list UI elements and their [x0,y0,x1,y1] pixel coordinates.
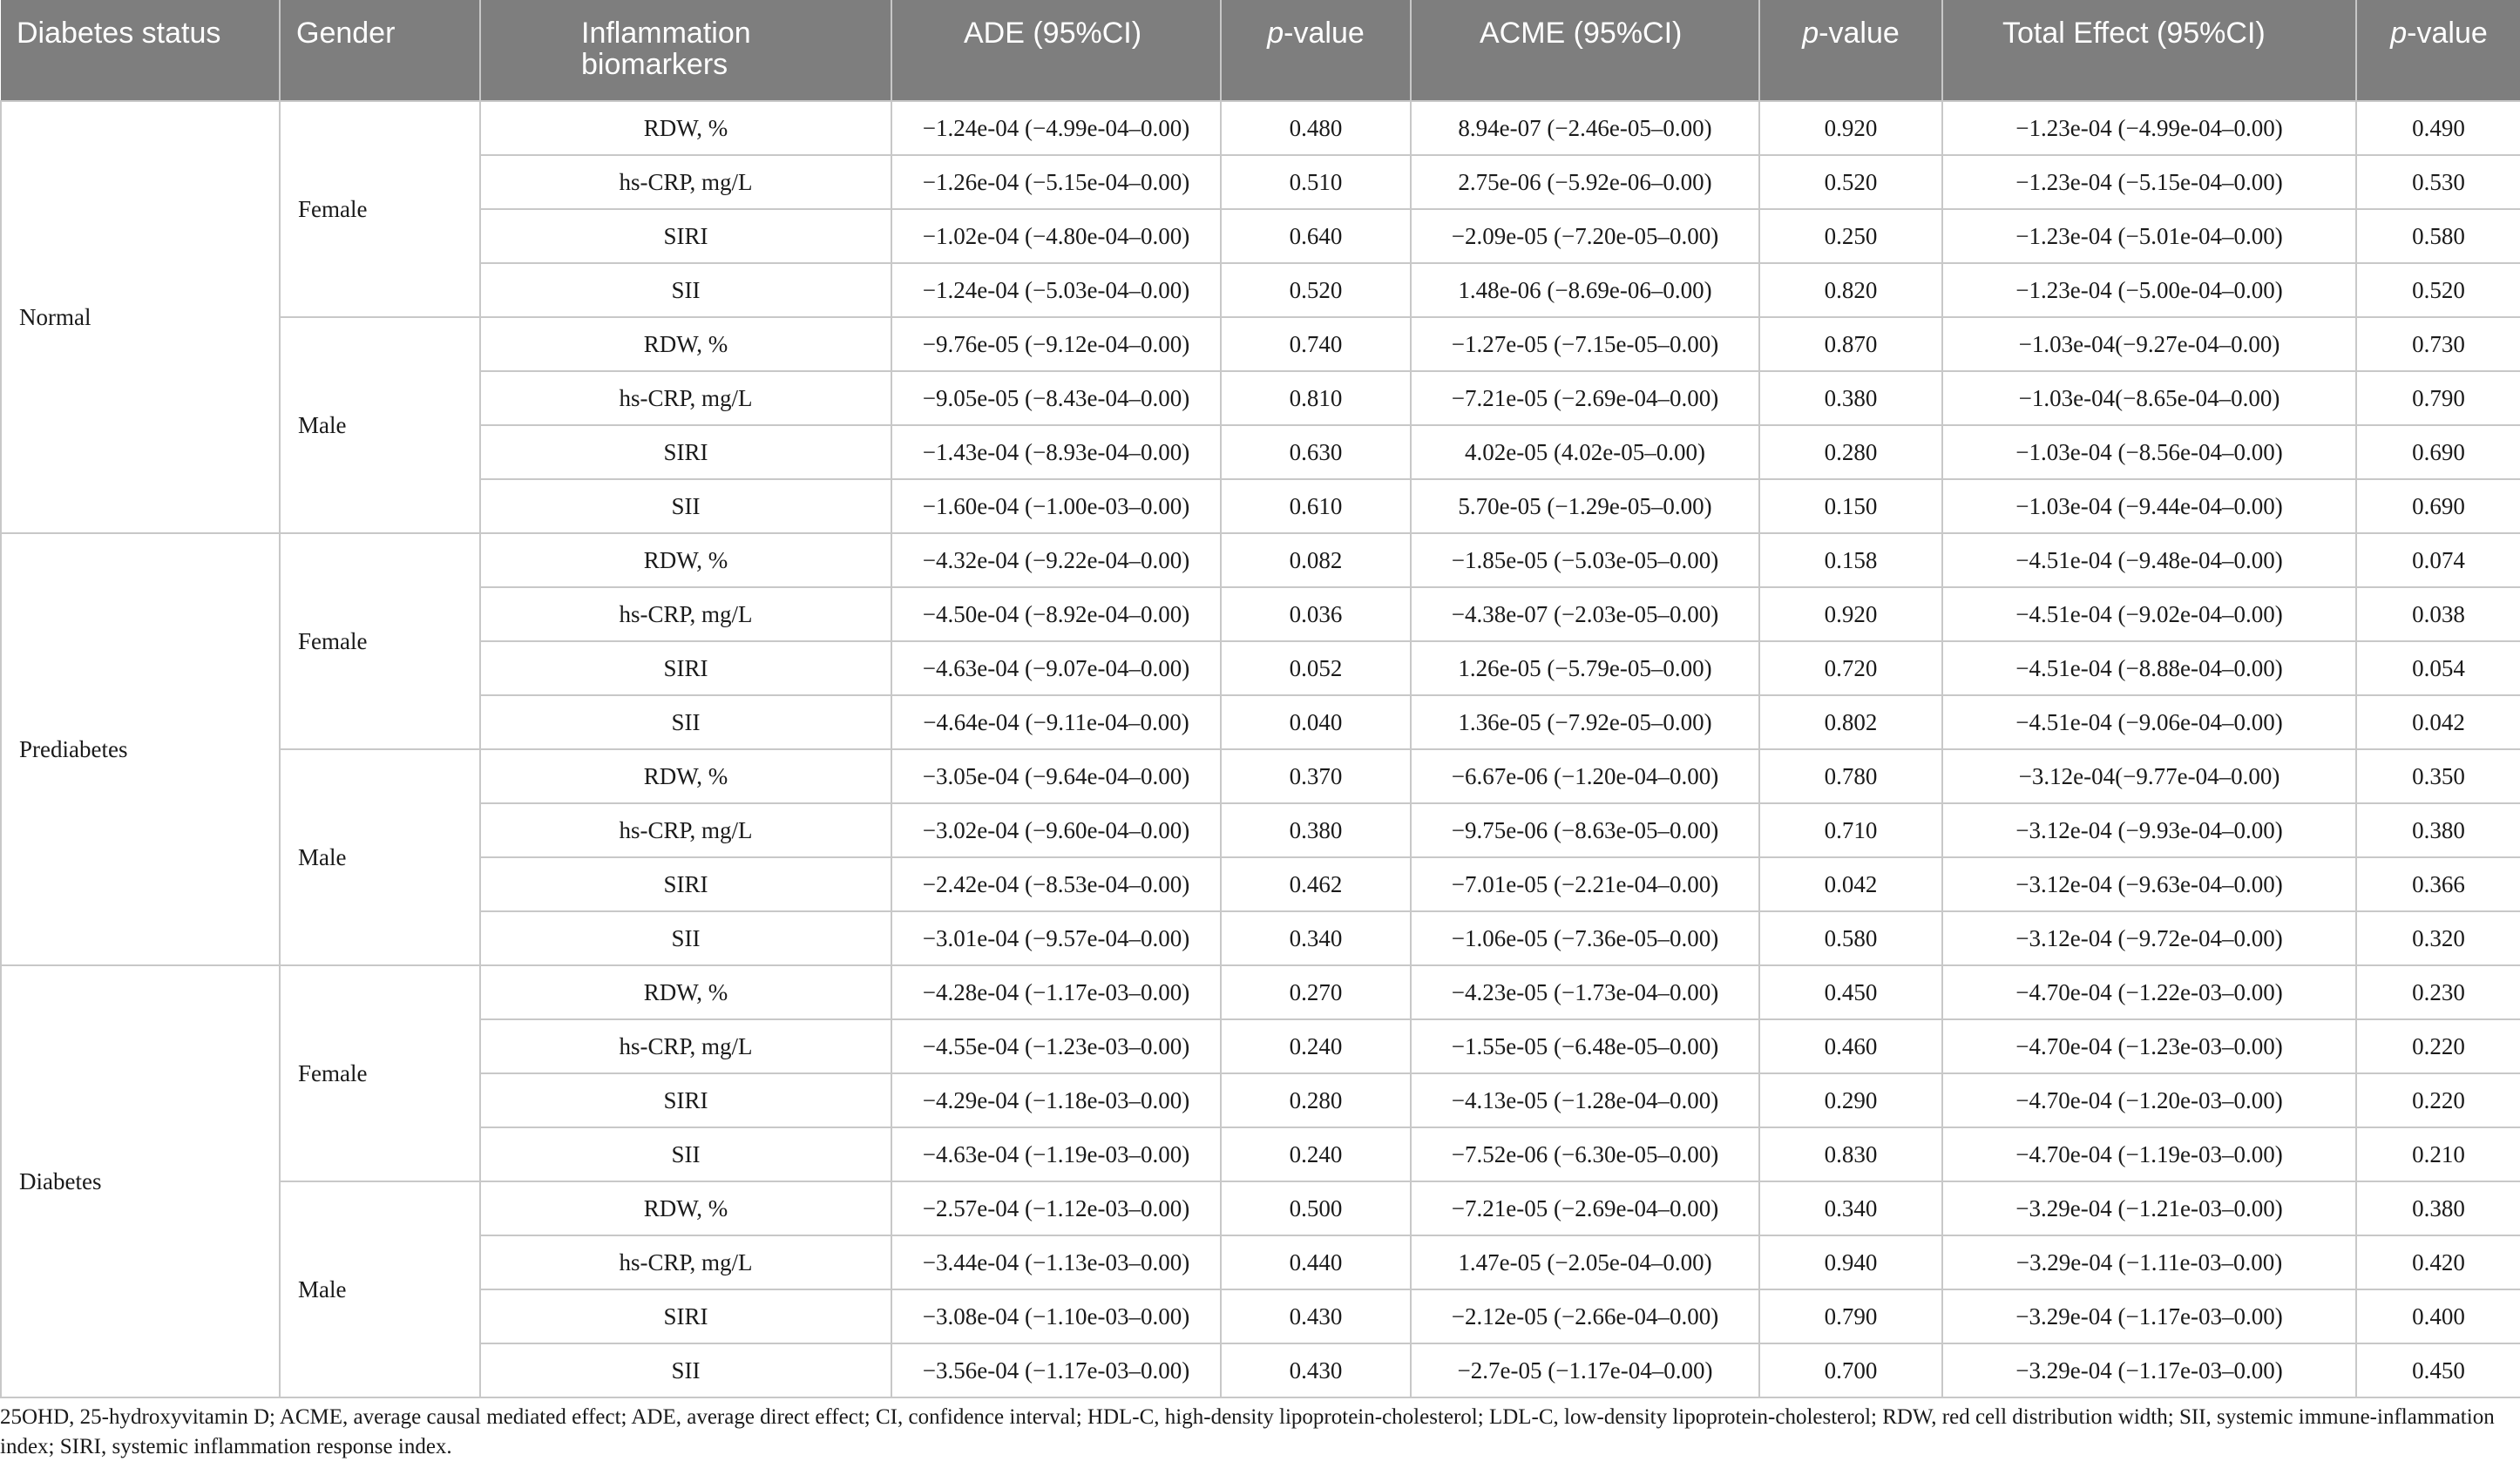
total-p-value-cell: 0.230 [2356,965,2520,1019]
total-effect-cell: −3.12e-04(−9.77e-04–0.00) [1942,749,2356,803]
gender-cell: Male [280,1181,480,1397]
header-biomarkers: Inflammation biomarkers [480,0,891,101]
ade-cell: −1.24e-04 (−4.99e-04–0.00) [891,101,1221,155]
biomarker-cell: SIRI [480,1289,891,1343]
ade-cell: −2.57e-04 (−1.12e-03–0.00) [891,1181,1221,1235]
ade-p-value-cell: 0.440 [1221,1235,1411,1289]
header-p-value-acme: p-value [1759,0,1942,101]
acme-cell: −9.75e-06 (−8.63e-05–0.00) [1411,803,1759,857]
total-p-value-cell: 0.074 [2356,533,2520,587]
total-effect-cell: −3.12e-04 (−9.63e-04–0.00) [1942,857,2356,911]
ade-p-value-cell: 0.510 [1221,155,1411,209]
ade-p-value-cell: 0.520 [1221,263,1411,317]
total-p-value-cell: 0.350 [2356,749,2520,803]
total-p-value-cell: 0.690 [2356,425,2520,479]
total-p-value-cell: 0.730 [2356,317,2520,371]
ade-p-value-cell: 0.340 [1221,911,1411,965]
biomarker-cell: hs-CRP, mg/L [480,155,891,209]
gender-cell: Male [280,749,480,965]
total-effect-cell: −1.23e-04 (−4.99e-04–0.00) [1942,101,2356,155]
ade-p-value-cell: 0.036 [1221,587,1411,641]
total-effect-cell: −1.03e-04(−8.65e-04–0.00) [1942,371,2356,425]
biomarker-cell: RDW, % [480,101,891,155]
ade-cell: −3.44e-04 (−1.13e-03–0.00) [891,1235,1221,1289]
ade-p-value-cell: 0.810 [1221,371,1411,425]
biomarker-cell: SIRI [480,857,891,911]
acme-cell: −1.27e-05 (−7.15e-05–0.00) [1411,317,1759,371]
acme-cell: −1.06e-05 (−7.36e-05–0.00) [1411,911,1759,965]
ade-p-value-cell: 0.280 [1221,1073,1411,1127]
ade-p-value-cell: 0.370 [1221,749,1411,803]
ade-cell: −3.01e-04 (−9.57e-04–0.00) [891,911,1221,965]
acme-p-value-cell: 0.580 [1759,911,1942,965]
total-effect-cell: −4.70e-04 (−1.22e-03–0.00) [1942,965,2356,1019]
header-diabetes-status: Diabetes status [1,0,280,101]
acme-p-value-cell: 0.802 [1759,695,1942,749]
acme-p-value-cell: 0.830 [1759,1127,1942,1181]
ade-p-value-cell: 0.430 [1221,1289,1411,1343]
biomarker-cell: hs-CRP, mg/L [480,1235,891,1289]
acme-p-value-cell: 0.158 [1759,533,1942,587]
total-effect-cell: −3.29e-04 (−1.11e-03–0.00) [1942,1235,2356,1289]
ade-p-value-cell: 0.610 [1221,479,1411,533]
total-p-value-cell: 0.580 [2356,209,2520,263]
acme-p-value-cell: 0.520 [1759,155,1942,209]
acme-cell: −6.67e-06 (−1.20e-04–0.00) [1411,749,1759,803]
ade-cell: −1.60e-04 (−1.00e-03–0.00) [891,479,1221,533]
biomarker-cell: SII [480,911,891,965]
total-p-value-cell: 0.450 [2356,1343,2520,1397]
ade-cell: −3.02e-04 (−9.60e-04–0.00) [891,803,1221,857]
total-effect-cell: −3.29e-04 (−1.17e-03–0.00) [1942,1343,2356,1397]
acme-cell: −1.85e-05 (−5.03e-05–0.00) [1411,533,1759,587]
acme-p-value-cell: 0.450 [1759,965,1942,1019]
acme-p-value-cell: 0.820 [1759,263,1942,317]
biomarker-cell: RDW, % [480,749,891,803]
acme-p-value-cell: 0.940 [1759,1235,1942,1289]
ade-cell: −4.32e-04 (−9.22e-04–0.00) [891,533,1221,587]
total-effect-cell: −4.51e-04 (−9.06e-04–0.00) [1942,695,2356,749]
total-p-value-cell: 0.220 [2356,1019,2520,1073]
ade-cell: −4.55e-04 (−1.23e-03–0.00) [891,1019,1221,1073]
acme-p-value-cell: 0.460 [1759,1019,1942,1073]
acme-cell: −7.21e-05 (−2.69e-04–0.00) [1411,371,1759,425]
biomarker-cell: hs-CRP, mg/L [480,371,891,425]
acme-cell: −7.52e-06 (−6.30e-05–0.00) [1411,1127,1759,1181]
diabetes-status-cell: Prediabetes [1,533,280,965]
acme-cell: 8.94e-07 (−2.46e-05–0.00) [1411,101,1759,155]
total-p-value-cell: 0.320 [2356,911,2520,965]
total-effect-cell: −4.51e-04 (−9.02e-04–0.00) [1942,587,2356,641]
acme-cell: 1.47e-05 (−2.05e-04–0.00) [1411,1235,1759,1289]
acme-cell: 5.70e-05 (−1.29e-05–0.00) [1411,479,1759,533]
biomarker-cell: RDW, % [480,1181,891,1235]
header-ade: ADE (95%CI) [891,0,1221,101]
ade-p-value-cell: 0.040 [1221,695,1411,749]
biomarker-cell: RDW, % [480,965,891,1019]
total-p-value-cell: 0.490 [2356,101,2520,155]
ade-cell: −4.63e-04 (−9.07e-04–0.00) [891,641,1221,695]
ade-p-value-cell: 0.500 [1221,1181,1411,1235]
biomarker-cell: SII [480,263,891,317]
acme-cell: 4.02e-05 (4.02e-05–0.00) [1411,425,1759,479]
ade-cell: −4.28e-04 (−1.17e-03–0.00) [891,965,1221,1019]
acme-p-value-cell: 0.870 [1759,317,1942,371]
acme-cell: −2.09e-05 (−7.20e-05–0.00) [1411,209,1759,263]
acme-p-value-cell: 0.290 [1759,1073,1942,1127]
diabetes-status-cell: Normal [1,101,280,533]
total-effect-cell: −3.29e-04 (−1.17e-03–0.00) [1942,1289,2356,1343]
acme-cell: 1.26e-05 (−5.79e-05–0.00) [1411,641,1759,695]
ade-cell: −4.50e-04 (−8.92e-04–0.00) [891,587,1221,641]
acme-p-value-cell: 0.920 [1759,587,1942,641]
total-p-value-cell: 0.790 [2356,371,2520,425]
biomarker-cell: RDW, % [480,533,891,587]
total-p-value-cell: 0.380 [2356,803,2520,857]
ade-cell: −3.05e-04 (−9.64e-04–0.00) [891,749,1221,803]
ade-p-value-cell: 0.052 [1221,641,1411,695]
total-p-value-cell: 0.520 [2356,263,2520,317]
ade-p-value-cell: 0.480 [1221,101,1411,155]
acme-p-value-cell: 0.280 [1759,425,1942,479]
ade-cell: −3.08e-04 (−1.10e-03–0.00) [891,1289,1221,1343]
table-row [1,965,2520,1019]
total-p-value-cell: 0.054 [2356,641,2520,695]
acme-cell: 1.48e-06 (−8.69e-06–0.00) [1411,263,1759,317]
biomarker-cell: SII [480,1343,891,1397]
biomarker-cell: SII [480,479,891,533]
total-p-value-cell: 0.038 [2356,587,2520,641]
total-effect-cell: −1.23e-04 (−5.01e-04–0.00) [1942,209,2356,263]
acme-p-value-cell: 0.720 [1759,641,1942,695]
gender-cell: Female [280,533,480,749]
header-row [1,0,2520,101]
total-effect-cell: −1.23e-04 (−5.15e-04–0.00) [1942,155,2356,209]
acme-cell: 2.75e-06 (−5.92e-06–0.00) [1411,155,1759,209]
ade-cell: −1.43e-04 (−8.93e-04–0.00) [891,425,1221,479]
ade-cell: −1.02e-04 (−4.80e-04–0.00) [891,209,1221,263]
biomarker-cell: SIRI [480,209,891,263]
acme-p-value-cell: 0.042 [1759,857,1942,911]
acme-cell: −7.01e-05 (−2.21e-04–0.00) [1411,857,1759,911]
header-total-effect: Total Effect (95%CI) [1942,0,2356,101]
acme-cell: −4.23e-05 (−1.73e-04–0.00) [1411,965,1759,1019]
total-effect-cell: −4.51e-04 (−8.88e-04–0.00) [1942,641,2356,695]
total-effect-cell: −3.12e-04 (−9.72e-04–0.00) [1942,911,2356,965]
diabetes-status-cell: Diabetes [1,965,280,1397]
table-row [1,749,2520,803]
ade-cell: −4.63e-04 (−1.19e-03–0.00) [891,1127,1221,1181]
biomarker-cell: SII [480,1127,891,1181]
acme-cell: −4.38e-07 (−2.03e-05–0.00) [1411,587,1759,641]
total-effect-cell: −1.23e-04 (−5.00e-04–0.00) [1942,263,2356,317]
acme-p-value-cell: 0.790 [1759,1289,1942,1343]
ade-p-value-cell: 0.240 [1221,1019,1411,1073]
acme-p-value-cell: 0.700 [1759,1343,1942,1397]
acme-p-value-cell: 0.920 [1759,101,1942,155]
header-p-value-ade: p-value [1221,0,1411,101]
total-effect-cell: −4.51e-04 (−9.48e-04–0.00) [1942,533,2356,587]
total-p-value-cell: 0.366 [2356,857,2520,911]
biomarker-cell: SIRI [480,1073,891,1127]
total-effect-cell: −4.70e-04 (−1.23e-03–0.00) [1942,1019,2356,1073]
gender-cell: Female [280,965,480,1181]
biomarker-cell: SIRI [480,641,891,695]
ade-cell: −9.76e-05 (−9.12e-04–0.00) [891,317,1221,371]
acme-p-value-cell: 0.710 [1759,803,1942,857]
total-effect-cell: −3.29e-04 (−1.21e-03–0.00) [1942,1181,2356,1235]
ade-cell: −4.64e-04 (−9.11e-04–0.00) [891,695,1221,749]
table-row [1,101,2520,155]
acme-cell: 1.36e-05 (−7.92e-05–0.00) [1411,695,1759,749]
total-p-value-cell: 0.380 [2356,1181,2520,1235]
biomarker-cell: RDW, % [480,317,891,371]
ade-cell: −9.05e-05 (−8.43e-04–0.00) [891,371,1221,425]
total-p-value-cell: 0.420 [2356,1235,2520,1289]
ade-p-value-cell: 0.240 [1221,1127,1411,1181]
total-effect-cell: −3.12e-04 (−9.93e-04–0.00) [1942,803,2356,857]
total-p-value-cell: 0.690 [2356,479,2520,533]
acme-p-value-cell: 0.780 [1759,749,1942,803]
acme-p-value-cell: 0.150 [1759,479,1942,533]
total-p-value-cell: 0.042 [2356,695,2520,749]
total-effect-cell: −4.70e-04 (−1.20e-03–0.00) [1942,1073,2356,1127]
header-p-value-total: p-value [2356,0,2520,101]
acme-cell: −7.21e-05 (−2.69e-04–0.00) [1411,1181,1759,1235]
ade-cell: −2.42e-04 (−8.53e-04–0.00) [891,857,1221,911]
gender-cell: Male [280,317,480,533]
total-p-value-cell: 0.210 [2356,1127,2520,1181]
table-row [1,317,2520,371]
ade-cell: −3.56e-04 (−1.17e-03–0.00) [891,1343,1221,1397]
total-p-value-cell: 0.530 [2356,155,2520,209]
acme-p-value-cell: 0.340 [1759,1181,1942,1235]
acme-cell: −4.13e-05 (−1.28e-04–0.00) [1411,1073,1759,1127]
ade-p-value-cell: 0.270 [1221,965,1411,1019]
footnote: 25OHD, 25-hydroxyvitamin D; ACME, average causal mediated effect; ADE, average direct effect; CI, confidence interval; HDL-C, high-density lipoprotein-cholesterol; LDL-C, low-density lipoprotein-cholesterol; RDW, red cell distribution width; SII, systemic immune-inflammation index; SIRI, systemic inflammation response index. [0,1405,2495,1458]
ade-p-value-cell: 0.630 [1221,425,1411,479]
acme-cell: −1.55e-05 (−6.48e-05–0.00) [1411,1019,1759,1073]
ade-p-value-cell: 0.640 [1221,209,1411,263]
total-effect-cell: −1.03e-04 (−9.44e-04–0.00) [1942,479,2356,533]
header-acme: ACME (95%CI) [1411,0,1759,101]
table-row [1,533,2520,587]
table-body [1,101,2520,1397]
biomarker-cell: hs-CRP, mg/L [480,587,891,641]
total-effect-cell: −4.70e-04 (−1.19e-03–0.00) [1942,1127,2356,1181]
biomarker-cell: hs-CRP, mg/L [480,803,891,857]
acme-cell: −2.7e-05 (−1.17e-04–0.00) [1411,1343,1759,1397]
total-effect-cell: −1.03e-04 (−8.56e-04–0.00) [1942,425,2356,479]
ade-cell: −4.29e-04 (−1.18e-03–0.00) [891,1073,1221,1127]
ade-p-value-cell: 0.380 [1221,803,1411,857]
biomarker-cell: SIRI [480,425,891,479]
table-row [1,1181,2520,1235]
header-gender: Gender [280,0,480,101]
biomarker-cell: hs-CRP, mg/L [480,1019,891,1073]
acme-p-value-cell: 0.250 [1759,209,1942,263]
biomarker-cell: SII [480,695,891,749]
ade-p-value-cell: 0.740 [1221,317,1411,371]
ade-p-value-cell: 0.082 [1221,533,1411,587]
ade-cell: −1.26e-04 (−5.15e-04–0.00) [891,155,1221,209]
total-p-value-cell: 0.400 [2356,1289,2520,1343]
gender-cell: Female [280,101,480,317]
ade-p-value-cell: 0.462 [1221,857,1411,911]
acme-cell: −2.12e-05 (−2.66e-04–0.00) [1411,1289,1759,1343]
ade-p-value-cell: 0.430 [1221,1343,1411,1397]
total-effect-cell: −1.03e-04(−9.27e-04–0.00) [1942,317,2356,371]
ade-cell: −1.24e-04 (−5.03e-04–0.00) [891,263,1221,317]
acme-p-value-cell: 0.380 [1759,371,1942,425]
total-p-value-cell: 0.220 [2356,1073,2520,1127]
